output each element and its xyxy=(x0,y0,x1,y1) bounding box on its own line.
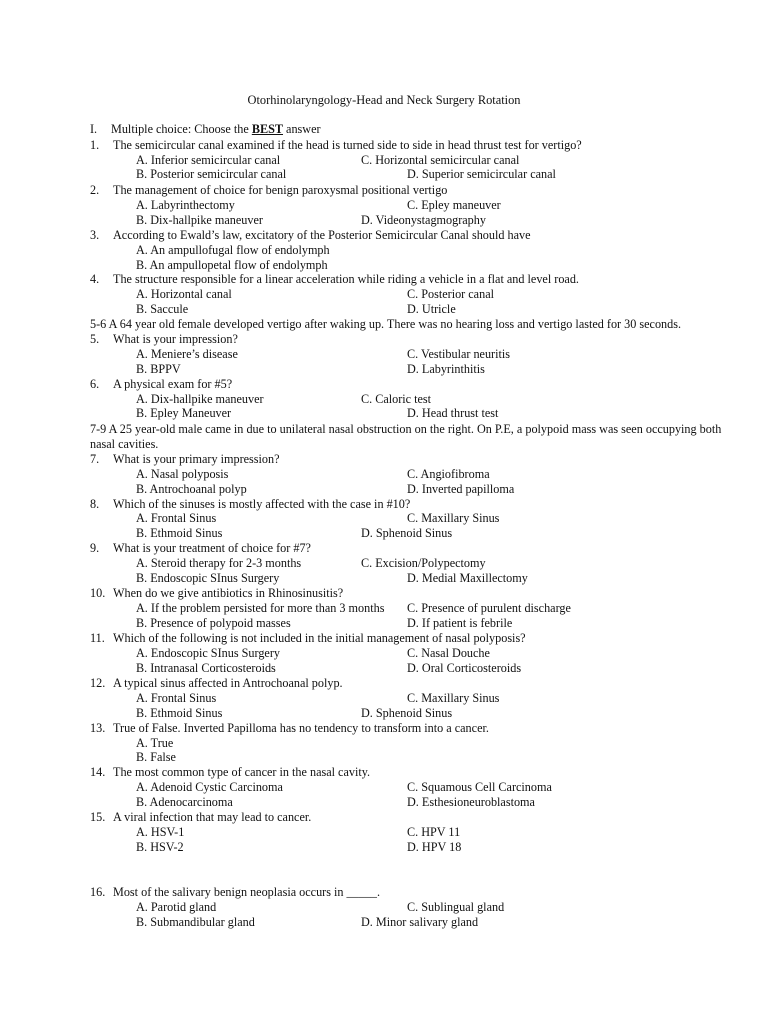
option-a: A. Nasal polyposis xyxy=(136,467,229,481)
option-d: D. Sphenoid Sinus xyxy=(361,526,453,540)
option-d: D. HPV 18 xyxy=(407,840,462,854)
question-text: What is your treatment of choice for #7? xyxy=(113,541,311,555)
option-a: A. Horizontal canal xyxy=(136,287,232,301)
option-b: B. Adenocarcinoma xyxy=(136,795,233,809)
instruction-text: Multiple choice: Choose the xyxy=(111,122,252,136)
section-roman: I. xyxy=(90,122,98,136)
option-c: C. Maxillary Sinus xyxy=(407,691,500,705)
question-text: A viral infection that may lead to cancer. xyxy=(113,810,312,824)
option-b: B. Dix-hallpike maneuver xyxy=(136,213,263,227)
option-c: C. Angiofibroma xyxy=(407,467,490,481)
option-d: D. If patient is febrile xyxy=(407,616,513,630)
option-a: A. Parotid gland xyxy=(136,900,217,914)
question-text: The structure responsible for a linear acceleration while riding a vehicle in a flat and level road. xyxy=(113,272,579,286)
option-d: D. Medial Maxillectomy xyxy=(407,571,528,585)
option-b: B. Intranasal Corticosteroids xyxy=(136,661,276,675)
option-c: C. Presence of purulent discharge xyxy=(407,601,571,615)
option-d: D. Minor salivary gland xyxy=(361,915,479,929)
option-c: C. Epley maneuver xyxy=(407,198,501,212)
option-d: D. Head thrust test xyxy=(407,406,499,420)
question-text: When do we give antibiotics in Rhinosinusitis? xyxy=(113,586,344,600)
question-number: 10. xyxy=(90,586,106,600)
question-number: 11. xyxy=(90,631,105,645)
option-a: A. Labyrinthectomy xyxy=(136,198,235,212)
question-number: 7. xyxy=(90,452,100,466)
question-text: The semicircular canal examined if the head is turned side to side in head thrust test for vertigo? xyxy=(113,138,582,152)
option-b: B. Submandibular gland xyxy=(136,915,255,929)
option-b: B. Ethmoid Sinus xyxy=(136,526,223,540)
option-d: D. Labyrinthitis xyxy=(407,362,485,376)
question-text: What is your primary impression? xyxy=(113,452,280,466)
page-title: Otorhinolaryngology-Head and Neck Surgery Rotation xyxy=(247,93,521,107)
option-b: B. Ethmoid Sinus xyxy=(136,706,223,720)
question-number: 1. xyxy=(90,138,100,152)
question-text: According to Ewald’s law, excitatory of the Posterior Semicircular Canal should have xyxy=(113,228,531,242)
option-d: D. Inverted papilloma xyxy=(407,482,515,496)
option-c: C. Vestibular neuritis xyxy=(407,347,511,361)
option-d: D. Sphenoid Sinus xyxy=(361,706,453,720)
question-text: A typical sinus affected in Antrochoanal polyp. xyxy=(113,676,343,690)
question-text: The management of choice for benign paroxysmal positional vertigo xyxy=(113,183,448,197)
option-b: B. Posterior semicircular canal xyxy=(136,167,287,181)
option-a: A. Endoscopic SInus Surgery xyxy=(136,646,280,660)
question-text: Which of the following is not included in the initial management of nasal polyposis? xyxy=(113,631,526,645)
question-number: 5. xyxy=(90,332,100,346)
option-a: A. Inferior semicircular canal xyxy=(136,153,281,167)
question-number: 12. xyxy=(90,676,106,690)
section-instruction xyxy=(111,122,321,137)
case-vignette: 7-9 A 25 year-old male came in due to unilateral nasal obstruction on the right. On P.E, a polypoid mass was seen occupying both nasal cavities. xyxy=(90,422,722,451)
option-a: A. True xyxy=(136,736,174,750)
option-b: B. Presence of polypoid masses xyxy=(136,616,291,630)
question-text: The most common type of cancer in the nasal cavity. xyxy=(113,765,371,779)
option-b: B. HSV-2 xyxy=(136,840,184,854)
question-text: A physical exam for #5? xyxy=(113,377,233,391)
question-text: What is your impression? xyxy=(113,332,238,346)
option-b: B. Antrochoanal polyp xyxy=(136,482,247,496)
option-d: D. Esthesioneuroblastoma xyxy=(407,795,535,809)
option-b: B. BPPV xyxy=(136,362,181,376)
option-c: C. Caloric test xyxy=(361,392,432,406)
question-number: 13. xyxy=(90,721,106,735)
option-a: A. HSV-1 xyxy=(136,825,185,839)
option-a: A. If the problem persisted for more than 3 months xyxy=(136,601,385,615)
question-number: 16. xyxy=(90,885,106,899)
question-number: 14. xyxy=(90,765,106,779)
question-number: 3. xyxy=(90,228,100,242)
question-text: Which of the sinuses is mostly affected with the case in #10? xyxy=(113,497,411,511)
option-a: A. Meniere’s disease xyxy=(136,347,238,361)
instruction-emphasis: BEST xyxy=(251,122,283,136)
option-c: C. Excision/Polypectomy xyxy=(361,556,486,570)
instruction-text-end: answer xyxy=(282,122,321,136)
question-number: 9. xyxy=(90,541,100,555)
question-number: 15. xyxy=(90,810,106,824)
option-b: B. An ampullopetal flow of endolymph xyxy=(136,258,328,272)
option-c: C. HPV 11 xyxy=(407,825,461,839)
option-a: A. Frontal Sinus xyxy=(136,691,217,705)
question-number: 4. xyxy=(90,272,100,286)
option-c: C. Squamous Cell Carcinoma xyxy=(407,780,552,794)
option-d: D. Oral Corticosteroids xyxy=(407,661,522,675)
question-number: 6. xyxy=(90,377,100,391)
option-a: A. Adenoid Cystic Carcinoma xyxy=(136,780,283,794)
question-number: 2. xyxy=(90,183,100,197)
option-c: C. Posterior canal xyxy=(407,287,494,301)
option-c: C. Sublingual gland xyxy=(407,900,505,914)
option-b: B. Epley Maneuver xyxy=(136,406,232,420)
question-text: True of False. Inverted Papilloma has no tendency to transform into a cancer. xyxy=(113,721,489,735)
option-d: D. Superior semicircular canal xyxy=(407,167,556,181)
option-d: D. Utricle xyxy=(407,302,456,316)
option-b: B. Saccule xyxy=(136,302,189,316)
question-number: 8. xyxy=(90,497,100,511)
option-c: C. Nasal Douche xyxy=(407,646,490,660)
option-a: A. Dix-hallpike maneuver xyxy=(136,392,264,406)
case-vignette: 5-6 A 64 year old female developed vertigo after waking up. There was no hearing loss and vertigo lasted for 30 seconds. xyxy=(90,317,682,331)
option-b: B. Endoscopic SInus Surgery xyxy=(136,571,280,585)
option-d: D. Videonystagmography xyxy=(361,213,486,227)
option-b: B. False xyxy=(136,750,176,764)
option-a: A. Frontal Sinus xyxy=(136,511,217,525)
option-a: A. Steroid therapy for 2-3 months xyxy=(136,556,302,570)
question-text: Most of the salivary benign neoplasia occurs in _____. xyxy=(113,885,381,899)
option-c: C. Horizontal semicircular canal xyxy=(361,153,520,167)
option-a: A. An ampullofugal flow of endolymph xyxy=(136,243,330,257)
option-c: C. Maxillary Sinus xyxy=(407,511,500,525)
